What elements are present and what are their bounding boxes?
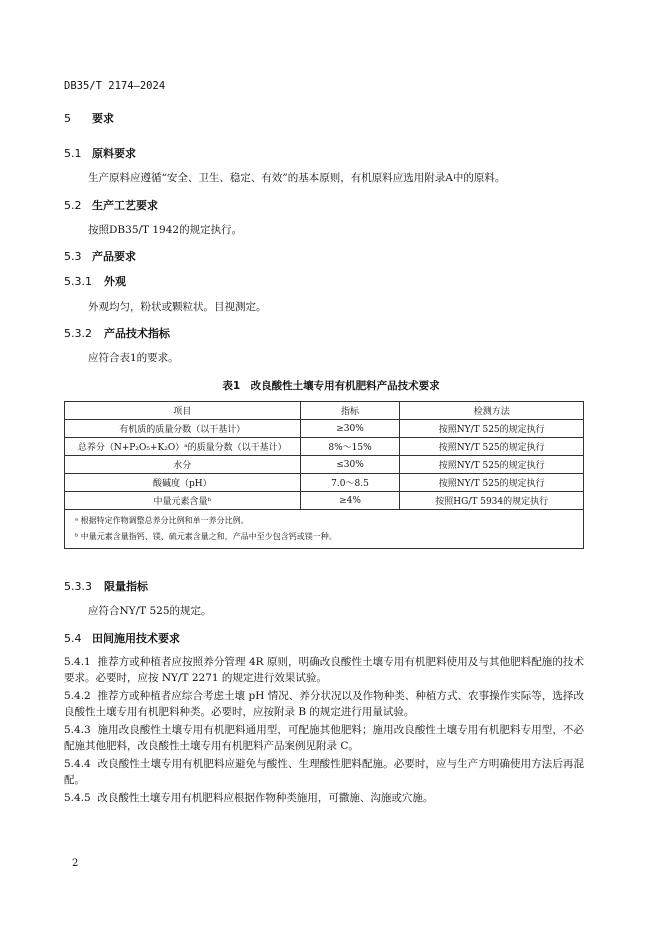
clause-number: 5.4.4	[64, 758, 91, 770]
clause-5-4-5	[64, 791, 584, 807]
section-number: 5.4	[64, 632, 82, 645]
table-note: ᵇ 中量元素含量指钙、镁、硫元素含量之和，产品中至少包含钙或镁一种。	[65, 528, 584, 549]
method-cell: 按照NY/T 525的规定执行	[400, 474, 584, 492]
standard-code: DB35/T 2174—2024	[64, 80, 166, 92]
section-number: 5.3.3	[64, 580, 92, 593]
item-cell: 中量元素含量ᵇ	[65, 492, 301, 510]
method-cell: 按照NY/T 525的规定执行	[400, 438, 584, 456]
index-cell: ≤30%	[300, 456, 400, 474]
clause-5-4-3	[64, 723, 584, 754]
method-cell: 按照NY/T 525的规定执行	[400, 420, 584, 438]
item-cell: 有机质的质量分数（以干基计）	[65, 420, 301, 438]
section-number: 5.2	[64, 199, 82, 212]
table-row	[65, 474, 584, 492]
table-row	[65, 492, 584, 510]
item-cell: 酸碱度（pH）	[65, 474, 301, 492]
section-title: 产品要求	[92, 250, 136, 263]
section-5-4-heading	[64, 630, 180, 646]
section-title: 原料要求	[92, 147, 136, 160]
section-number: 5.3.2	[64, 327, 92, 340]
clause-5-4-1	[64, 655, 584, 686]
index-cell: ≥30%	[300, 420, 400, 438]
section-5-1-text: 生产原料应遵循“安全、卫生、稳定、有效”的基本原则，有机原料应选用附录A中的原料。	[88, 172, 506, 184]
section-title: 田间施用技术要求	[92, 632, 180, 645]
section-5-3-1-heading	[64, 273, 126, 289]
section-title: 要求	[92, 112, 114, 125]
table-row	[65, 438, 584, 456]
technical-requirements-table	[64, 401, 584, 549]
clause-5-4-4	[64, 757, 584, 788]
section-title: 限量指标	[104, 580, 148, 593]
index-cell: 7.0～8.5	[300, 474, 400, 492]
section-title: 外观	[104, 275, 126, 288]
clause-number: 5.4.1	[64, 656, 91, 668]
clause-text: 改良酸性土壤专用有机肥料应避免与酸性、生理酸性肥料配施。必要时，应与生产方明确使用方法后再混配。	[64, 758, 585, 786]
table-note-row	[65, 510, 584, 529]
clause-text: 推荐方或种植者应综合考虑土壤 pH 情况、养分状况以及作物种类、种植方式、农事操作实际等，选择改良酸性土壤专用有机肥料种类。必要时，应按附录 B 的规定进行用量试验。	[64, 690, 584, 718]
section-5-heading	[64, 110, 114, 126]
section-5-3-1-text: 外观均匀，粉状或颗粒状。目视测定。	[88, 301, 267, 313]
section-5-3-2-heading	[64, 325, 170, 341]
column-header: 项目	[65, 402, 301, 420]
clause-5-4-2	[64, 689, 584, 720]
item-cell: 总养分（N+P₂O₅+K₂O）ᵃ的质量分数（以干基计）	[65, 438, 301, 456]
clause-text: 改良酸性土壤专用有机肥料应根据作物种类施用，可撒施、沟施或穴施。	[97, 792, 434, 804]
column-header: 检测方法	[400, 402, 584, 420]
column-header: 指标	[300, 402, 400, 420]
section-5-2-heading	[64, 197, 158, 213]
method-cell: 按照NY/T 525的规定执行	[400, 456, 584, 474]
section-number: 5.3	[64, 250, 82, 263]
section-5-3-2-text: 应符合表1的要求。	[88, 352, 179, 364]
item-cell: 水分	[65, 456, 301, 474]
table-row	[65, 456, 584, 474]
table-header-row	[65, 402, 584, 420]
clause-text: 推荐方或种植者应按照养分管理 4R 原则，明确改良酸性土壤专用有机肥料使用及与其他肥料配施的技术要求。必要时，应按 NY/T 2271 的规定进行效果试验。	[64, 656, 584, 684]
section-5-3-3-heading	[64, 578, 148, 594]
section-5-1-heading	[64, 145, 136, 161]
table-note: ᵃ 根据特定作物调整总养分比例和单一养分比例。	[65, 510, 584, 529]
section-5-3-3-text: 应符合NY/T 525的规定。	[88, 605, 212, 617]
index-cell: 8%～15%	[300, 438, 400, 456]
section-title: 生产工艺要求	[92, 199, 158, 212]
page-number: 2	[72, 858, 79, 869]
table-note-row	[65, 528, 584, 549]
section-title: 产品技术指标	[104, 327, 170, 340]
table-row	[65, 420, 584, 438]
section-5-2-text: 按照DB35/T 1942的规定执行。	[88, 224, 243, 236]
section-5-3-heading	[64, 248, 136, 264]
section-number: 5.1	[64, 147, 82, 160]
clause-number: 5.4.2	[64, 690, 91, 702]
method-cell: 按照HG/T 5934的规定执行	[400, 492, 584, 510]
clause-number: 5.4.5	[64, 792, 91, 804]
clause-text: 施用改良酸性土壤专用有机肥料通用型，可配施其他肥料；施用改良酸性土壤专用有机肥料专用型，不必配施其他肥料，改良酸性土壤专用有机肥料产品案例见附录 C。	[64, 724, 585, 752]
table-caption: 表1 改良酸性土壤专用有机肥料产品技术要求	[222, 380, 440, 392]
section-number: 5.3.1	[64, 275, 92, 288]
clause-number: 5.4.3	[64, 724, 91, 736]
index-cell: ≥4%	[300, 492, 400, 510]
section-number: 5	[64, 112, 71, 125]
